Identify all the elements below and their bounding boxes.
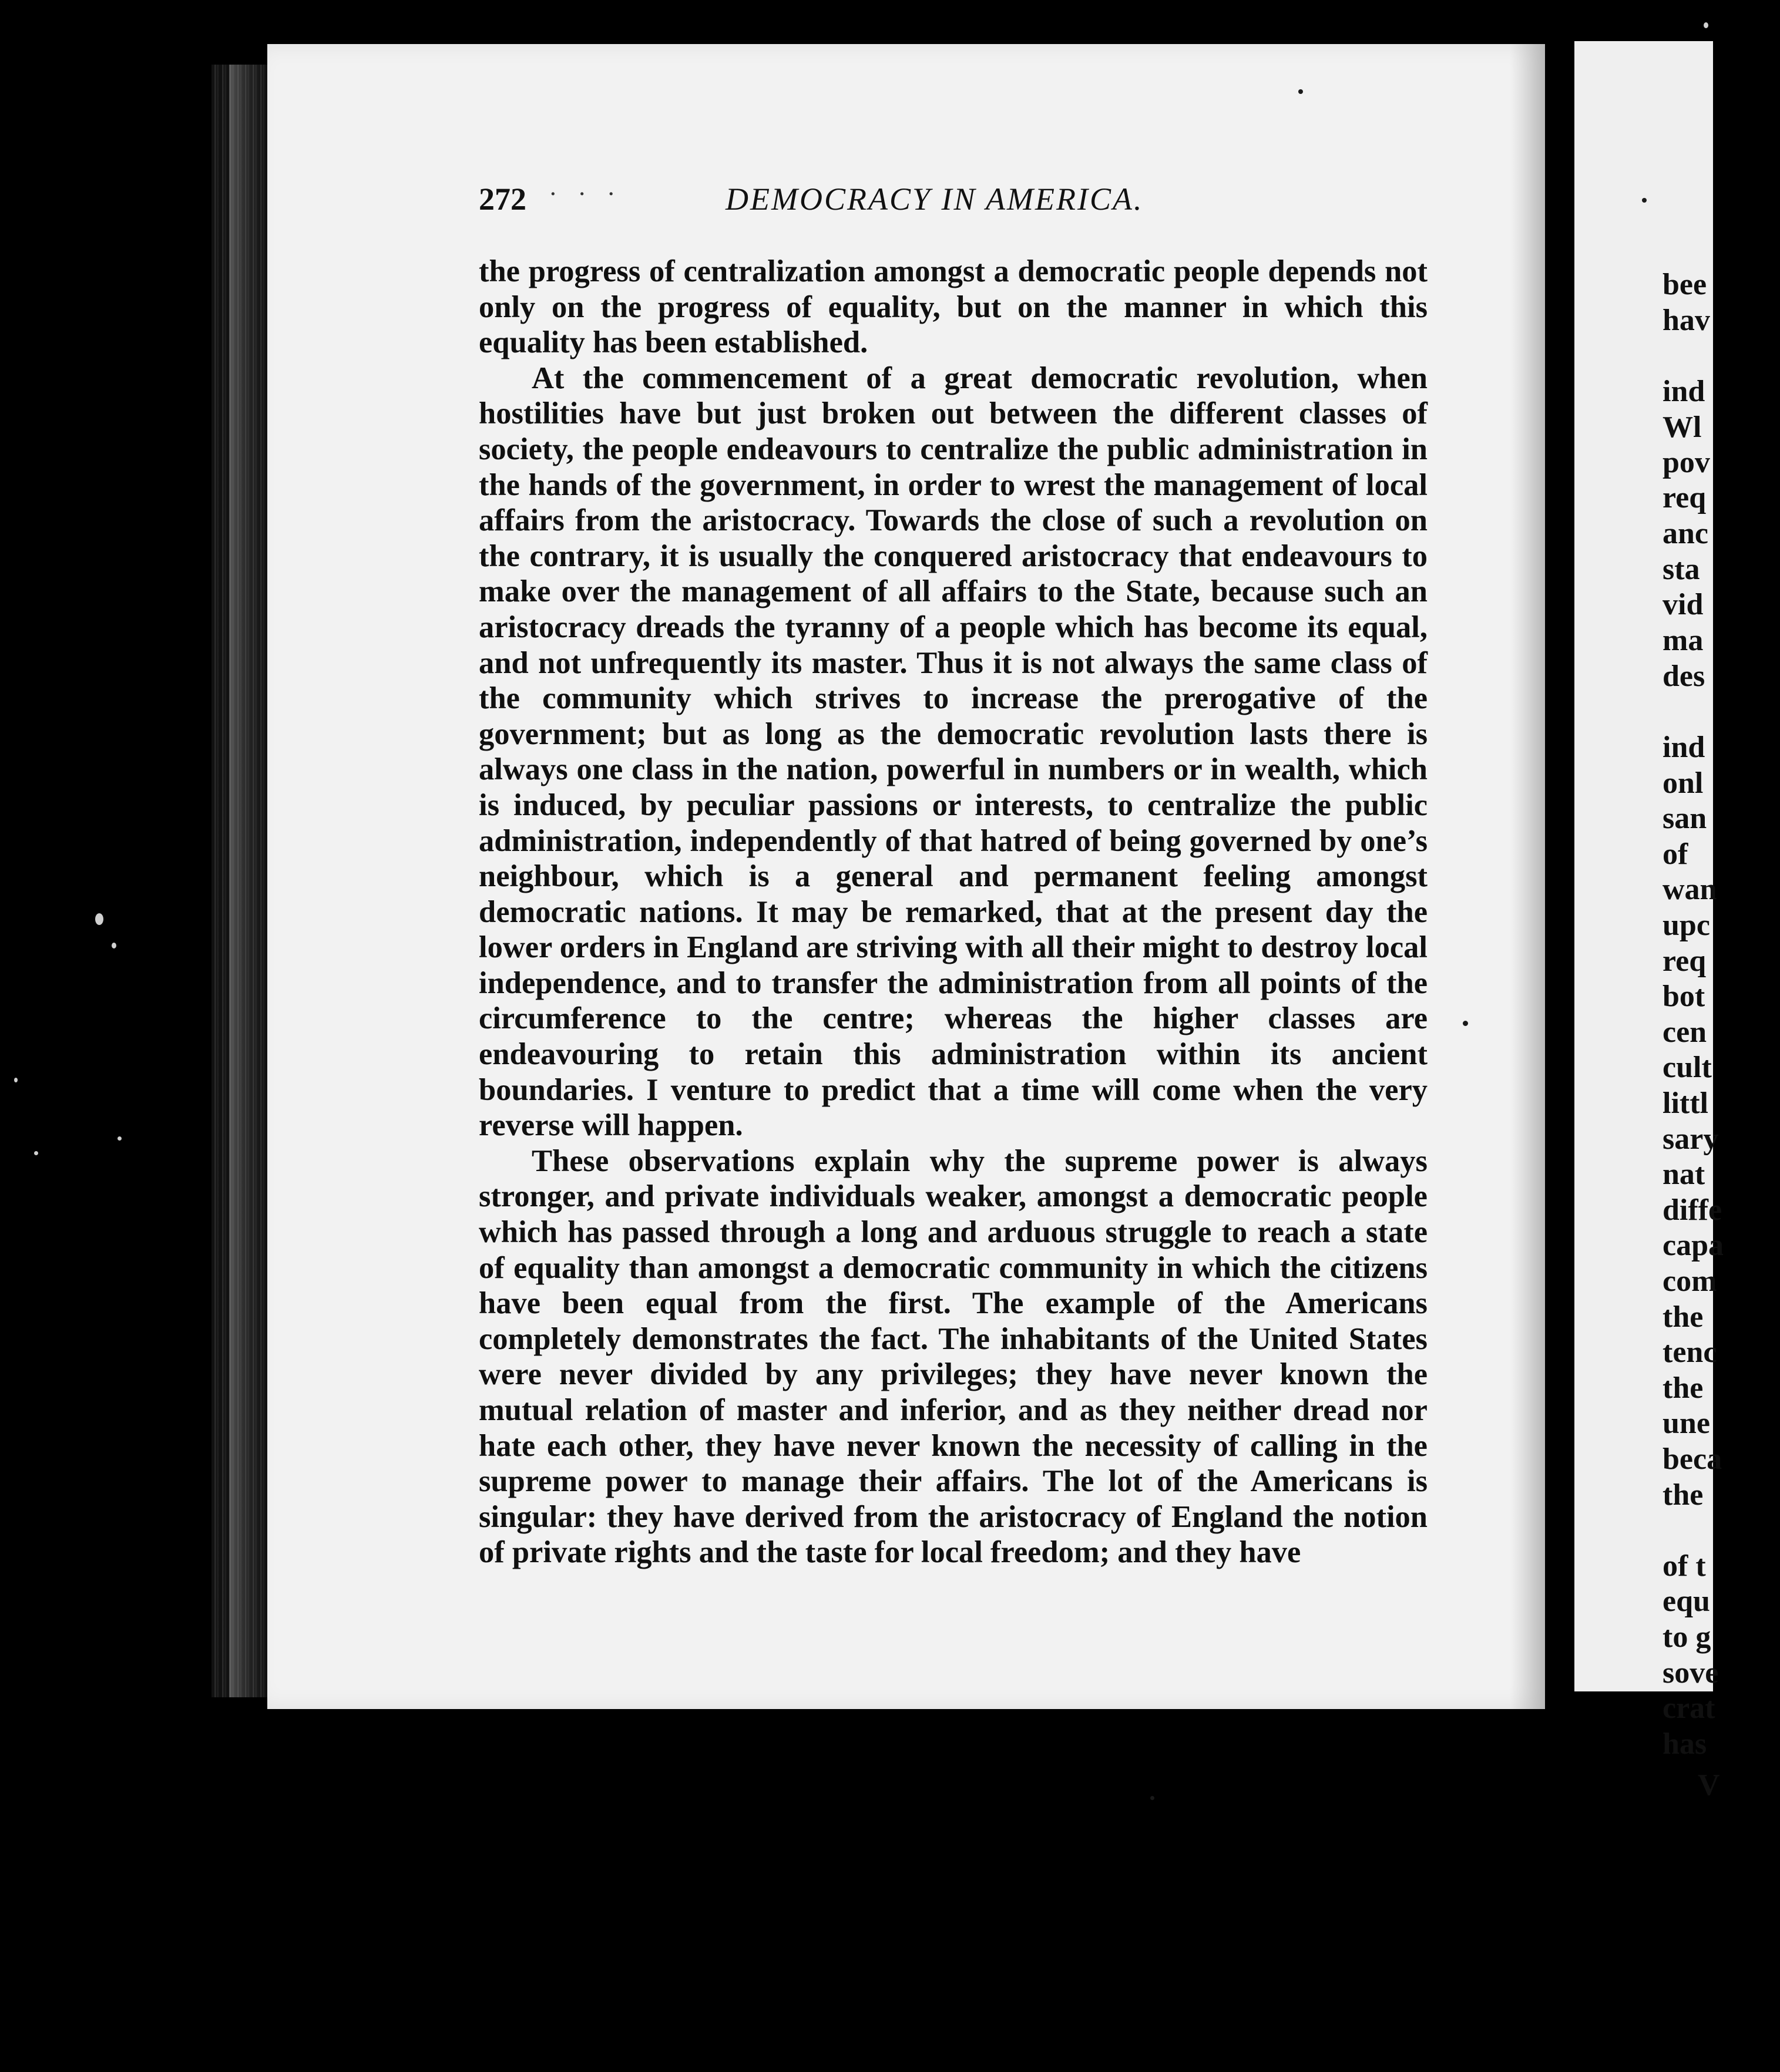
facing-line: capa [1663, 1229, 1724, 1262]
dust-speck [1463, 1021, 1468, 1026]
paragraph: These observations explain why the supreme power is always stronger, and private individuals weaker, amongst a democratic people which has passed through a long and arduous struggle to reach a state of equality than amongst a democratic community in which the citizens have been equal from the first. The example of the Americans completely demonstrates the fact. The inhabitants of the United States were never divided by any privileges; they have never known the mutual relation of master and inferior, and as they neither dread nor hate each other, they have never known the necessity of calling in the supreme power to manage their affairs. The lot of the Americans is singular: they have derived from the aristocracy of England the notion of private rights and the taste for local freedom; and they have [479, 1143, 1428, 1570]
facing-line: des [1663, 660, 1705, 693]
facing-line: the [1663, 1478, 1704, 1512]
dust-speck [1150, 1796, 1154, 1800]
facing-line: cult [1663, 1051, 1712, 1084]
facing-line: onl [1663, 766, 1704, 800]
facing-line: has [1663, 1727, 1707, 1761]
facing-line: the [1663, 1300, 1704, 1334]
dust-speck [95, 913, 103, 925]
facing-line: the [1663, 1371, 1704, 1405]
facing-line: nat [1663, 1158, 1705, 1191]
facing-line: equ [1663, 1585, 1710, 1618]
paragraph: the progress of centralization amongst a democratic people depends not only on the progress of equality, but on the manner in which this equality has been established. [479, 254, 1428, 360]
facing-line: sta [1663, 553, 1700, 586]
facing-line: littl [1663, 1087, 1708, 1120]
dust-speck [1642, 198, 1647, 203]
facing-line: beca [1663, 1442, 1722, 1476]
facing-line: anc [1663, 517, 1708, 550]
facing-line: vid [1663, 588, 1704, 621]
facing-line: bot [1663, 980, 1705, 1013]
facing-line: une [1663, 1407, 1710, 1440]
facing-line: of [1663, 837, 1688, 871]
facing-line: com [1663, 1264, 1717, 1298]
facing-line: V [1698, 1768, 1720, 1802]
facing-line: ma [1663, 624, 1704, 657]
page-header [479, 181, 1425, 222]
dust-speck [1704, 22, 1708, 28]
facing-line: of t [1663, 1549, 1706, 1583]
facing-line: req [1663, 944, 1707, 978]
page-edges-highlight [229, 65, 264, 1697]
dust-speck [14, 1078, 18, 1082]
running-title: DEMOCRACY IN AMERICA. [726, 181, 1144, 217]
dust-speck [1298, 89, 1303, 94]
facing-line: upc [1663, 909, 1710, 942]
facing-line: ind [1663, 731, 1705, 764]
facing-line: pov [1663, 446, 1710, 479]
facing-line: req [1663, 481, 1707, 514]
facing-line: cen [1663, 1015, 1707, 1049]
page-edges [211, 65, 270, 1697]
facing-line: sary [1663, 1122, 1719, 1156]
facing-line: tenc [1663, 1336, 1717, 1369]
dust-speck [34, 1151, 38, 1155]
facing-line: ind [1663, 375, 1705, 408]
facing-line: crat [1663, 1691, 1715, 1725]
dust-speck [112, 943, 116, 948]
facing-line: diffe [1663, 1193, 1722, 1227]
facing-line: bee [1663, 268, 1707, 301]
facing-line: to g [1663, 1620, 1711, 1654]
facing-line: sove [1663, 1656, 1719, 1690]
header-dots: · · · [549, 181, 622, 208]
facing-line: Wl [1663, 411, 1702, 444]
paragraph: At the commencement of a great democratic revolution, when hostilities have but just broken out between the different classes of society, the people endeavours to centralize the public administration in the hands of the government, in order to wrest the management of local affairs from the aristocracy. Towards the close of such a revolution on the contrary, it is usually the conquered aristocracy that endeavours to make over the management of all affairs to the State, because such an aristocracy dreads the tyranny of a people which has become its equal, and not unfrequently its master. Thus it is not always the same class of the community which strives to increase the prerogative of the government; but as long as the democratic revolution lasts there is always one class in the nation, powerful in numbers or in wealth, which is induced, by peculiar passions or interests, to centralize the public administration, independently of that hatred of being governed by one’s neighbour, which is a general and permanent feeling amongst democratic nations. It may be remarked, that at the present day the lower orders in England are striving with all their might to destroy local independence, and to transfer the administration from all points of the circumference to the centre; whereas the higher classes are endeavouring to retain this administration within its ancient boundaries. I venture to predict that a time will come when the very reverse will happen. [479, 361, 1428, 1143]
facing-line: wan [1663, 873, 1717, 906]
dust-speck [117, 1136, 122, 1141]
gutter-shadow [1510, 44, 1545, 1709]
page-body [479, 254, 1428, 1570]
facing-line: hav [1663, 304, 1710, 337]
facing-line: san [1663, 802, 1707, 835]
page-number: 272 [479, 181, 526, 217]
